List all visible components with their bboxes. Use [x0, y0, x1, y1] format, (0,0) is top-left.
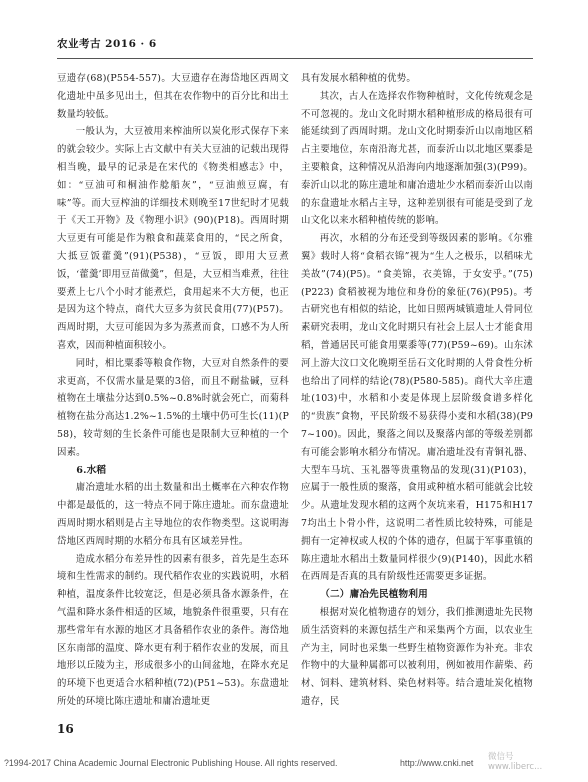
left-column	[57, 70, 289, 711]
watermark-line-2: www.liberc...	[488, 762, 543, 772]
footer-url-link[interactable]: http://www.cnki.net	[400, 758, 474, 768]
right-column	[301, 70, 533, 711]
left-paragraph-4: 庸冶遗址水稻的出土数量和出土概率在六种农作物中都是最低的，这一特点不同于陈庄遗址。而东盘遗址西周时期水稻则是占主导地位的农作物类型。这说明海岱地区西周时期的水稻分布具有区域差异性。	[57, 482, 289, 547]
header-divider	[57, 58, 533, 59]
watermark-line-1: 微信号	[488, 752, 514, 762]
journal-header: 农业考古 2016 · 6	[57, 38, 157, 50]
right-paragraph-3: 再次，水稻的分布还受到等级因素的影响。《尔雅翼》载时人将“食稻衣锦”视为“生人之极乐，以稻味尤美故”(74)(P5)。“食美锦，衣美锦，于女安乎。”(75)(P223) 食稻被视为地位和身份的象征(76)(P95)。考古研究也有相似的结论，比如日照两城镇遗址人骨同位素研究表明，龙山文化时期只有社会上层人士才能食用稻，普通居民可能食用粟黍等(77)(P59~69)。山东沭河上游大汶口文化晚期至岳石文化时期的人骨食性分析也给出了同样的结论(78)(P580-585)。商代大辛庄遗址(103)中，水稻和小麦是体现上层阶级食谱多样化的“贵族”食物，平民阶级不易获得小麦和水稻(38)(P97~100)。因此，聚落之间以及聚落内部的等级差别都有可能会影响水稻分布情况。庸冶遗址没有青铜礼器、大型车马坑、玉礼器等贵重物品的发现(31)(P103)，应属于一般性质的聚落，食用或种植水稻可能就会比较少。从遗址发现水稻的这两个灰坑来看，H175和H177均出土卜骨小件，这说明二者性质比较特殊，可能是拥有一定神权或人权的个体的遗存，但属于军事重镇的陈庄遗址水稻出土数量同样很少(9)(P140)，因此水稻在西周是否真的具有阶级性还需要更多证据。	[301, 233, 533, 583]
footer-copyright: ?1994-2017 China Academic Journal Electronic Publishing House. All rights reserved.	[4, 758, 338, 768]
left-paragraph-2: 一般认为，大豆被用来榨油所以炭化形式保存下来的就会较少。实际上古文献中有关大豆油的记载出现得相当晚，最早的记录是在宋代的《物类相感志》中，如：“豆油可和桐油作艌船灰”，“豆油煎豆腐，有味”等。而大豆榨油的详细技术则晚至17世纪时才见载于《天工开物》及《物理小识》(90)(P18)。西周时期大豆更有可能是作为粮食和蔬菜食用的，“民之所食，大抵豆饭藿羹”(91)(P538)，“豆饭，即用大豆煮饭，‘藿羹’即用豆苗做羹”，但是，大豆相当难煮，往往要煮上七八个小时才能煮烂，食用起来不大方便，也正是因为这个特点，商代大豆多为贫民食用(77)(P57)。西周时期，大豆可能因为多为蒸煮而食，口感不为人所喜欢，因而种植面积较小。	[57, 126, 289, 351]
right-paragraph-4: 根据对炭化植物遗存的划分，我们推测遗址先民物质生活资料的来源包括生产和采集两个方面，以农业生产为主，同时也采集一些野生植物资源作为补充。非农作物中的大量种属都可以被利用，例如被用作薪柴、药材、饲料、建筑材料、染色材料等。结合遗址炭化植物遗存，民	[301, 606, 533, 707]
left-paragraph-3: 同时，相比粟黍等粮食作物，大豆对自然条件的要求更高，不仅需水量是粟的3倍，而且不耐盐碱，豆科植物在土壤盐分达到0.5%~0.8%时就会死亡，而菊科植物在盐分高达1.2%~1.5%的土壤中仍可生长(11)(P58)，较苛刻的生长条件可能也是限制大豆种植的一个因素。	[57, 357, 289, 458]
right-paragraph-2: 其次，古人在选择农作物种植时，文化传统观念是不可忽视的。龙山文化时期水稻种植形成的格局很有可能延续到了西周时期。龙山文化时期泰沂山以南地区稻占主要地位，东南沿海尤甚，而泰沂山以北地区粟黍是主要粮食，这种情况从沿海向内地逐渐加强(3)(P99)。泰沂山以北的陈庄遗址和庸冶遗址少水稻而泰沂山以南的东盘遗址水稻占主导，这种差别很有可能是受到了龙山文化以来水稻种植传统的影响。	[301, 90, 533, 227]
section-heading-plant-use: （二）庸冶先民植物利用	[320, 589, 428, 601]
right-paragraph-1: 具有发展水稻种植的优势。	[301, 73, 416, 84]
left-paragraph-5: 造成水稻分布差异性的因素有很多，首先是生态环境和生性需求的制约。现代稻作农业的实践说明，水稻种植，温度条件比较宽泛，但是必须具备水源条件，在气温和降水条件相适的区域，地貌条件很重要，只有在那些常年有水源的地区才具备稻作农业的条件。海岱地区东南部的温度、降水更有利于稻作农业的发展，而且地形以丘陵为主，形成很多小的山间盆地，在降水充足的环境下也更适合水稻种植(72)(P51~53)。东盘遗址所处的环境比陈庄遗址和庸冶遗址更	[57, 553, 289, 707]
left-paragraph-1: 豆遗存(68)(P554-557)。大豆遗存在海岱地区西周文化遗址中虽多见出土，但其在农作物中的百分比和出土数量均较低。	[57, 73, 289, 120]
watermark	[488, 752, 542, 772]
page-number: 16	[57, 722, 74, 736]
section-heading-rice: 6.水稻	[76, 464, 107, 476]
